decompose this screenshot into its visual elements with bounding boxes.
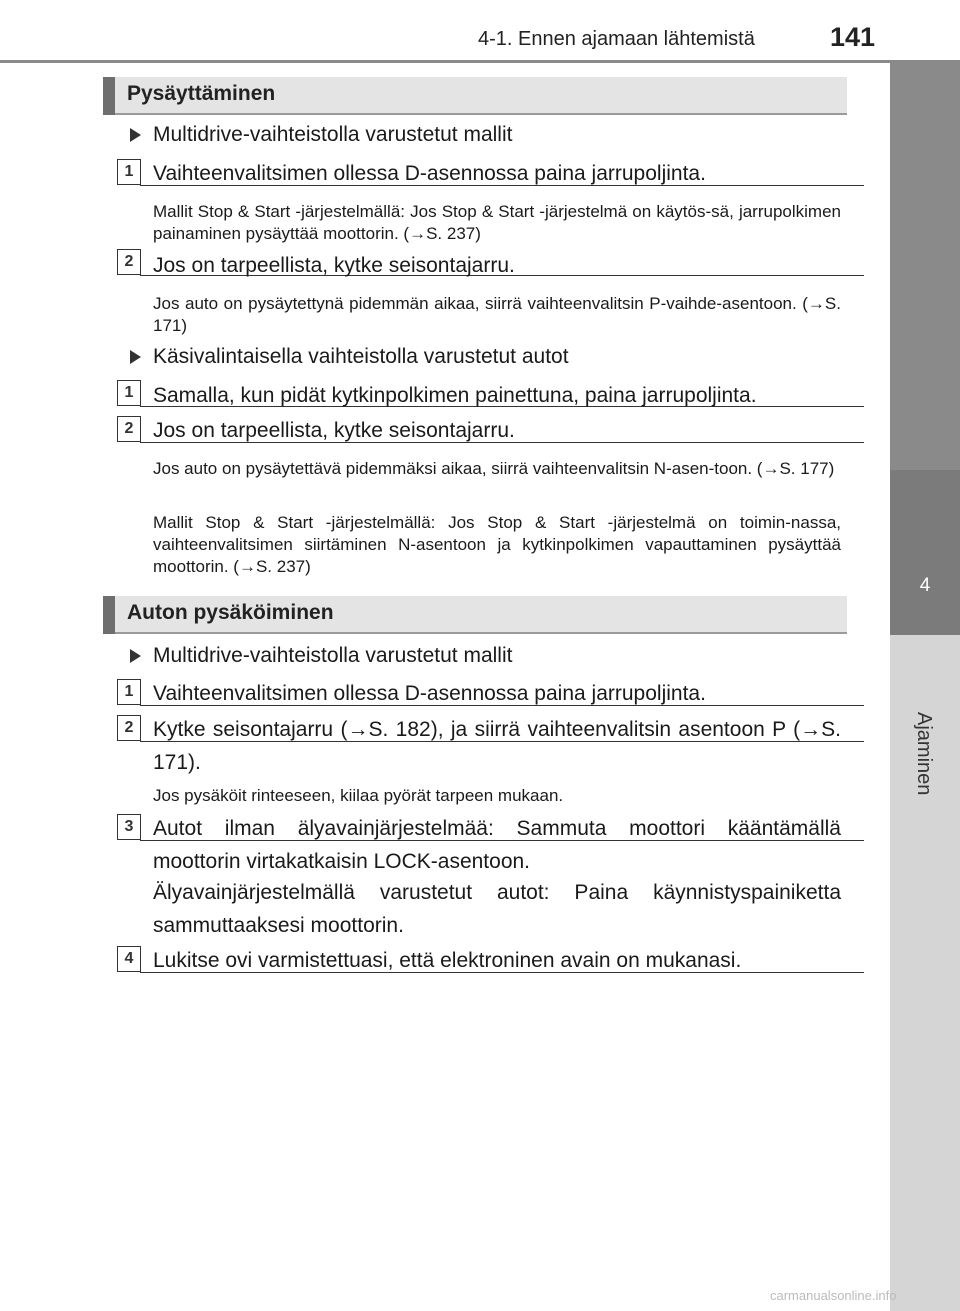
step-note: Jos pysäköit rinteeseen, kiilaa pyörät tarpeen mukaan. bbox=[153, 786, 564, 805]
step-text: Jos on tarpeellista, kytke seisontajarru. bbox=[153, 419, 515, 442]
step-note: Mallit Stop & Start -järjestelmällä: Jos Stop & Start -järjestelmä on käytös-sä, jarrupolkimen painaminen pysäyttää moottorin. (→S. 237) bbox=[153, 202, 841, 243]
triangle-bullet-icon bbox=[130, 350, 141, 364]
page-number: 141 bbox=[830, 22, 876, 52]
step-text-continued: Älyavainjärjestelmällä varustetut autot: Paina käynnistyspainiketta sammuttaaksesi moottorin. bbox=[153, 881, 841, 937]
step-note: Jos auto on pysäytettynä pidemmän aikaa, siirrä vaihteenvalitsin P-vaihde-asentoon. (→S. 171) bbox=[153, 294, 841, 335]
step-note: Mallit Stop & Start -järjestelmällä: Jos Stop & Start -järjestelmä on toimin-nassa, vaihteenvalitsimen siirtäminen N-asentoon ja kytkinpolkimen vapauttaminen pysäyttää moottorin. (→S. 237) bbox=[153, 513, 841, 576]
chapter-label: Ajaminen bbox=[913, 712, 935, 796]
side-tab-upper bbox=[890, 60, 960, 470]
subheading: Käsivalintaisella vaihteistolla varustetut autot bbox=[153, 345, 569, 368]
chapter-label-wrap bbox=[912, 712, 938, 852]
step-text: Vaihteenvalitsimen ollessa D-asennossa paina jarrupoljinta. bbox=[153, 162, 706, 185]
step-note: Jos auto on pysäytettävä pidemmäksi aikaa, siirrä vaihteenvalitsin N-asen-toon. (→S. 177) bbox=[153, 459, 835, 478]
step-number: 2 bbox=[117, 416, 141, 442]
section-title: Auton pysäköiminen bbox=[127, 601, 334, 624]
chapter-number: 4 bbox=[919, 575, 931, 596]
step-text: Vaihteenvalitsimen ollessa D-asennossa paina jarrupoljinta. bbox=[153, 682, 706, 705]
chapter-number-tab bbox=[890, 470, 960, 635]
step-text: Samalla, kun pidät kytkinpolkimen painettuna, paina jarrupoljinta. bbox=[153, 384, 757, 407]
footer-watermark: carmanualsonline.info bbox=[770, 1288, 897, 1303]
step-text: Autot ilman älyavainjärjestelmää: Sammuta moottori kääntämällä moottorin virtakatkaisin LOCK-asentoon. bbox=[153, 817, 841, 873]
step-number: 1 bbox=[117, 679, 141, 705]
step-number: 2 bbox=[117, 249, 141, 275]
header-rule bbox=[0, 60, 890, 63]
section-title: Pysäyttäminen bbox=[127, 82, 276, 105]
running-header-title: 4-1. Ennen ajamaan lähtemistä bbox=[478, 28, 755, 50]
triangle-bullet-icon bbox=[130, 128, 141, 142]
step-number: 4 bbox=[117, 946, 141, 972]
step-number: 1 bbox=[117, 159, 141, 185]
step-text: Kytke seisontajarru (→S. 182), ja siirrä vaihteenvalitsin asentoon P (→S. 171). bbox=[153, 718, 841, 774]
triangle-bullet-icon bbox=[130, 649, 141, 663]
subheading: Multidrive-vaihteistolla varustetut mallit bbox=[153, 123, 513, 146]
step-number: 1 bbox=[117, 380, 141, 406]
step-number: 2 bbox=[117, 715, 141, 741]
section-heading-auton-pysakoiminen bbox=[103, 596, 847, 634]
chapter-side-tab bbox=[890, 60, 960, 1311]
step-text: Lukitse ovi varmistettuasi, että elektroninen avain on mukanasi. bbox=[153, 949, 742, 972]
subheading: Multidrive-vaihteistolla varustetut mallit bbox=[153, 644, 513, 667]
step-number: 3 bbox=[117, 814, 141, 840]
step-text: Jos on tarpeellista, kytke seisontajarru. bbox=[153, 254, 515, 277]
section-heading-pysayttaminen bbox=[103, 77, 847, 115]
